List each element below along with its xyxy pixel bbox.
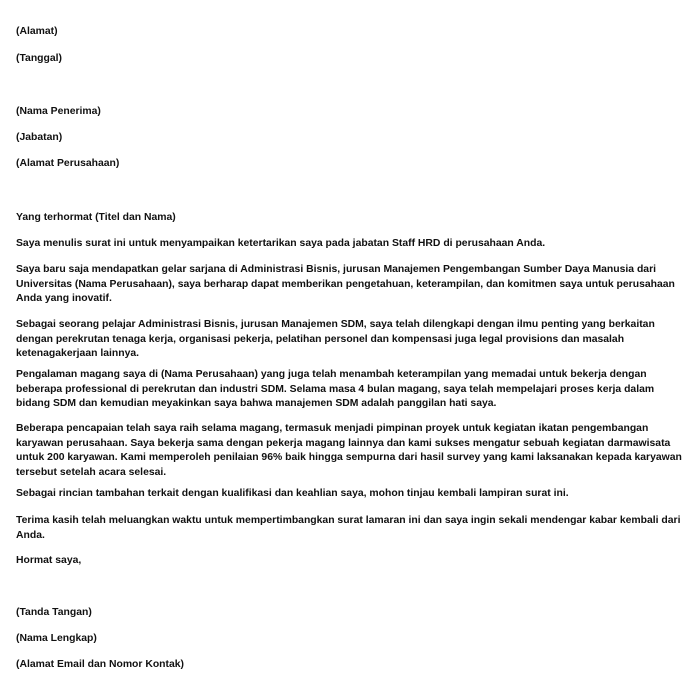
recipient-name: (Nama Penerima)	[16, 106, 101, 117]
signature-placeholder: (Tanda Tangan)	[16, 607, 92, 618]
recipient-company-address: (Alamat Perusahaan)	[16, 158, 120, 169]
body-paragraph: Sebagai rincian tambahan terkait dengan kualifikasi dan keahlian saya, mohon tinjau kembali lampiran surat ini.	[16, 488, 569, 499]
body-paragraph: Terima kasih telah meluangkan waktu untuk mempertimbangkan surat lamaran ini dan saya ingin sekali mendengar kabar kembali dari Anda.	[16, 515, 681, 541]
sender-address: (Alamat)	[16, 26, 58, 37]
body-paragraph: Saya baru saja mendapatkan gelar sarjana di Administrasi Bisnis, jurusan Manajemen Pengembangan Sumber Daya Manusia dari Universitas (Nama Perusahaan), saya berharap dapat memberikan pengetahuan, keterampilan, dan komitmen saya untuk perusahaan Anda yang inovatif.	[16, 264, 675, 304]
body-paragraph: Sebagai seorang pelajar Administrasi Bisnis, jurusan Manajemen SDM, saya telah dilengkapi dengan ilmu penting yang berkaitan dengan perekrutan tenaga kerja, organisasi pekerja, pelatihan personel dan kompensasi juga legal provisions dan masalah ketenagakerjaan lainnya.	[16, 319, 655, 359]
full-name: (Nama Lengkap)	[16, 633, 97, 644]
body-paragraph: Beberapa pencapaian telah saya raih selama magang, termasuk menjadi pimpinan proyek untuk kegiatan ikatan pengembangan karyawan perusahaan. Saya bekerja sama dengan pekerja magang lainnya dan kami sukses mengatur sebuah kegiatan darmawisata untuk 200 karyawan. Kami memperoleh penilaian 96% baik hingga sempurna dari hasil survey yang kami laksanakan kepada karyawan tersebut setelah acara selesai.	[16, 423, 682, 478]
contact-info: (Alamat Email dan Nomor Kontak)	[16, 659, 185, 670]
body-paragraph: Pengalaman magang saya di (Nama Perusahaan) yang juga telah menambah keterampilan yang memadai untuk bekerja dengan beberapa professional di perekrutan dan industri SDM. Selama masa 4 bulan magang, saya telah mempelajari proses kerja dalam bidang SDM dan kemudian meyakinkan saya bahwa manajemen SDM adalah panggilan hati saya.	[16, 369, 655, 409]
recipient-position: (Jabatan)	[16, 132, 63, 143]
body-paragraph: Saya menulis surat ini untuk menyampaikan ketertarikan saya pada jabatan Staff HRD di perusahaan Anda.	[16, 238, 546, 249]
salutation: Yang terhormat (Titel dan Nama)	[16, 212, 176, 223]
letter-date: (Tanggal)	[16, 53, 62, 64]
closing: Hormat saya,	[16, 555, 82, 566]
